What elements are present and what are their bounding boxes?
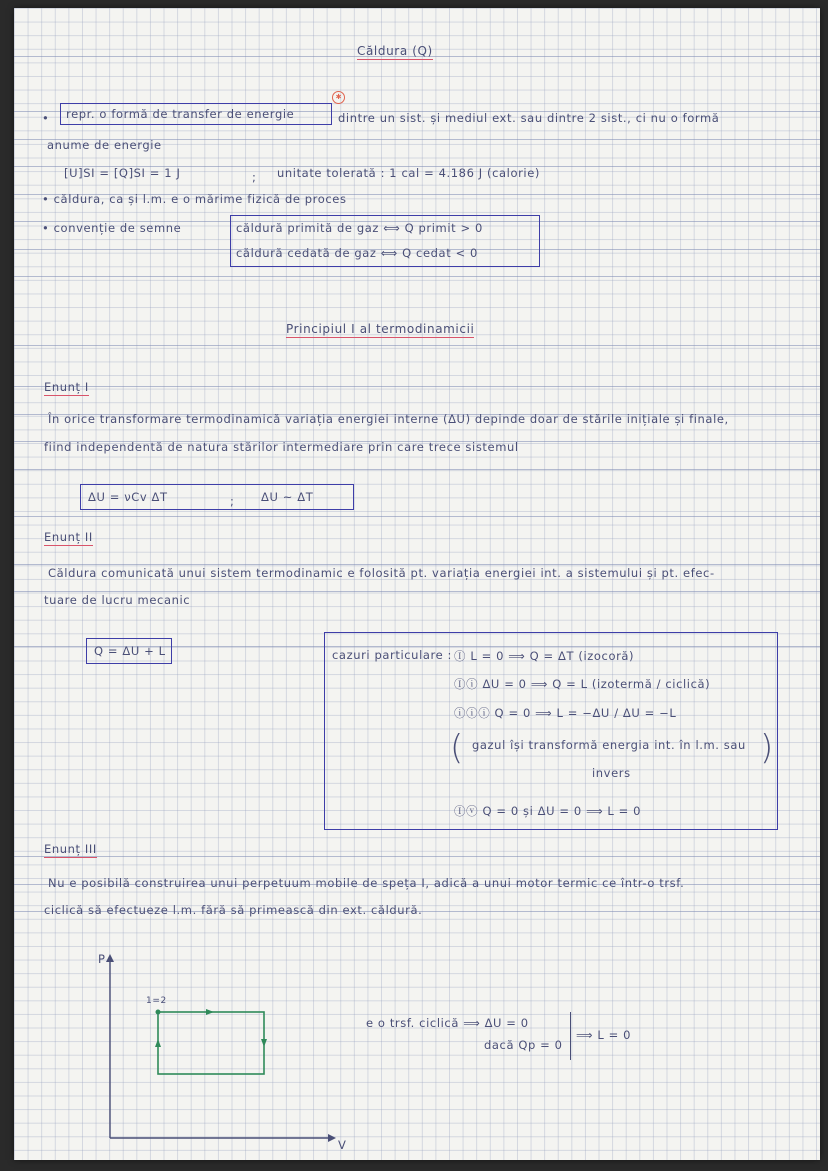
v-axis-arrow-icon: [328, 1134, 336, 1142]
rule-line: [14, 856, 820, 857]
enunt1-text-line1: În orice transformare termodinamică variația energiei interne (ΔU) depinde doar de stările inițiale și finale,: [48, 412, 729, 426]
pv-cycle-graph: [94, 948, 364, 1148]
case-iii-note-line1: gazul își transformă energia int. în l.m. sau: [472, 738, 746, 752]
enunt1-heading: Enunț I: [44, 380, 89, 394]
enunt3-text-line1: Nu e posibilă construirea unui perpetuum mobile de speța I, adică a unui motor termic ce într-o trsf.: [48, 876, 685, 890]
bullet2-text: • căldura, ca și l.m. e o mărime fizică de proces: [42, 192, 347, 206]
sign-convention-row2: căldură cedată de gaz ⟺ Q cedat < 0: [236, 246, 478, 260]
bullet-dot: •: [42, 111, 50, 125]
enunt1-formula: ΔU = νCv ΔT: [88, 490, 168, 504]
enunt3-heading: Enunț III: [44, 842, 97, 856]
enunt2-text-line1: Căldura comunicată unui sistem termodinamic e folosită pt. variația energiei int. a sistemului și pt. efec-: [48, 566, 715, 580]
cycle-arrow-left-icon: [155, 1039, 161, 1047]
rule-line: [14, 386, 820, 387]
left-paren: (: [450, 728, 464, 768]
case-iv: Ⓘⓥ Q = 0 și ΔU = 0 ⟹ L = 0: [454, 804, 642, 818]
note-marker-icon: ✱: [332, 91, 345, 104]
enunt1-formula2: ΔU ~ ΔT: [261, 490, 314, 504]
section-heading: Principiul I al termodinamicii: [286, 322, 475, 336]
page-title: Căldura (Q): [357, 44, 433, 58]
condition-brace: [570, 1012, 571, 1060]
rule-line: [14, 276, 820, 277]
v-axis-label: V: [338, 1138, 347, 1152]
si-units: [U]SI = [Q]SI = 1 J: [64, 166, 181, 180]
cycle-condition-2: dacă Qp = 0: [484, 1038, 563, 1052]
sign-convention-row1: căldură primită de gaz ⟺ Q primit > 0: [236, 221, 483, 235]
p-axis-arrow-icon: [106, 954, 114, 962]
rule-line: [14, 591, 820, 592]
cycle-start-point: [156, 1010, 161, 1015]
cycle-rectangle: [158, 1012, 264, 1074]
enunt1-text-line2: fiind independentă de natura stărilor intermediare prin care trece sistemul: [44, 440, 519, 454]
enunt2-text-line2: tuare de lucru mecanic: [44, 593, 191, 607]
notebook-page: [14, 8, 820, 1160]
enunt2-heading: Enunț II: [44, 530, 93, 544]
point-label: 1=2: [146, 996, 167, 1006]
cycle-result: ⟹ L = 0: [576, 1028, 632, 1042]
bullet1-line2: anume de energie: [47, 138, 162, 152]
case-ii: Ⓘⓘ ΔU = 0 ⟹ Q = L (izotermă / ciclică): [454, 677, 711, 691]
bullet3-label: • convenție de semne: [42, 221, 182, 235]
cycle-condition-1: e o trsf. ciclică ⟹ ΔU = 0: [366, 1016, 529, 1030]
bullet1-boxed-text: repr. o formă de transfer de energie: [66, 107, 295, 121]
case-iii-note-line2: invers: [592, 766, 631, 780]
p-axis-label: P: [98, 952, 106, 966]
cycle-arrow-top-icon: [206, 1009, 214, 1015]
cycle-arrow-right-icon: [261, 1039, 267, 1047]
rule-line: [14, 469, 820, 470]
enunt1-separator: ;: [230, 494, 235, 508]
bullet1-rest-text: dintre un sist. și mediul ext. sau dintre 2 sist., ci nu o formă: [338, 111, 720, 125]
enunt2-formula: Q = ΔU + L: [94, 644, 166, 658]
units-separator: ;: [252, 170, 257, 184]
rule-line: [14, 345, 820, 346]
case-iii: ⓘⓘⓘ Q = 0 ⟹ L = −ΔU / ΔU = −L: [454, 706, 677, 720]
tolerated-unit: unitate tolerată : 1 cal = 4.186 J (calorie): [277, 166, 540, 180]
case-i: Ⓘ L = 0 ⟹ Q = ΔT (izocoră): [454, 649, 635, 663]
enunt3-text-line2: ciclică să efectueze l.m. fără să primească din ext. căldură.: [44, 903, 423, 917]
rule-line: [14, 564, 820, 565]
special-cases-label: cazuri particulare :: [332, 648, 452, 662]
right-paren: ): [760, 728, 774, 768]
rule-line: [14, 516, 820, 517]
